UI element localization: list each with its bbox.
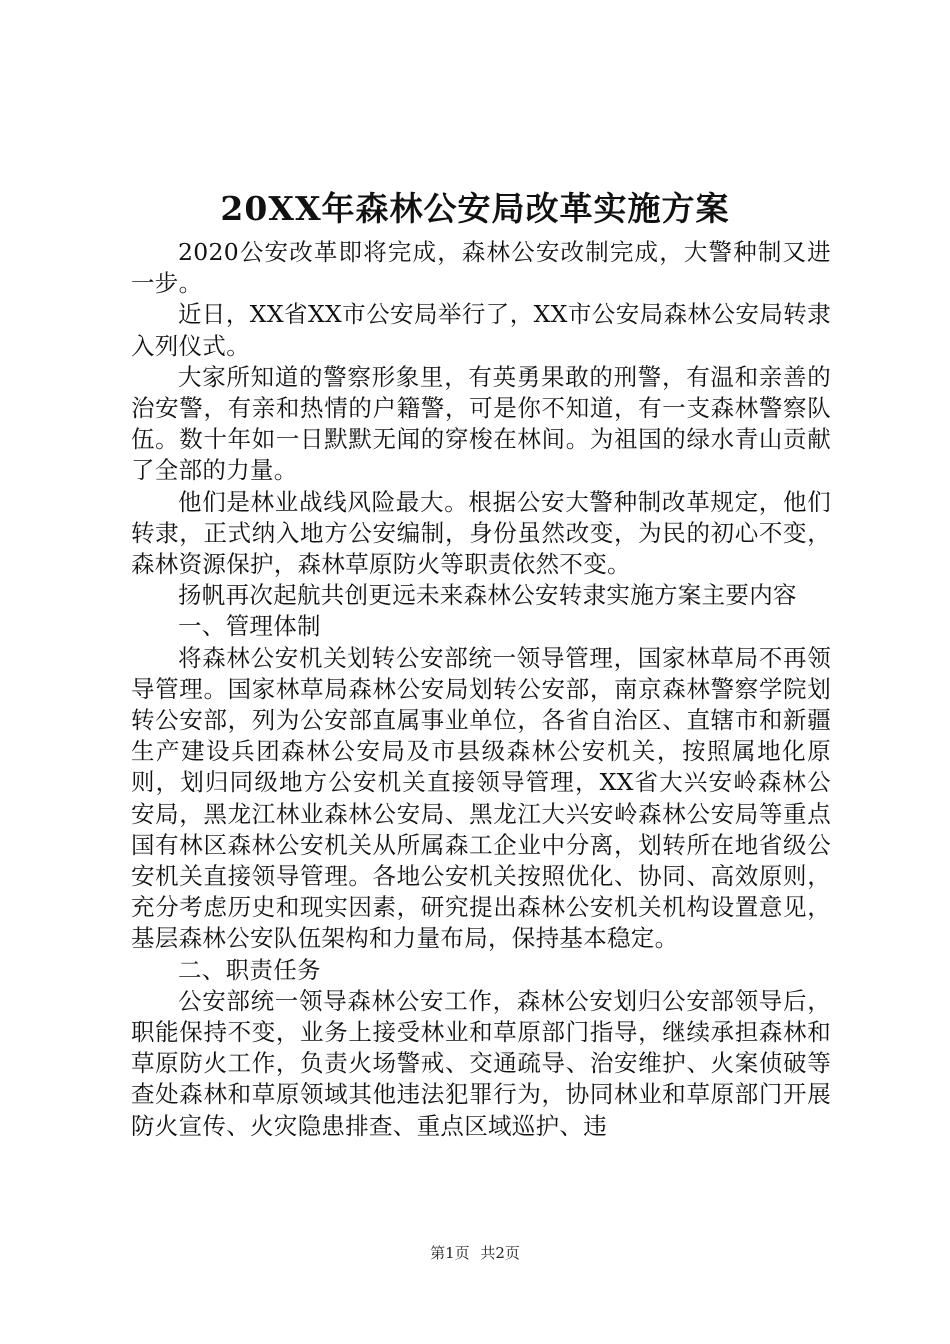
paragraph: 将森林公安机关划转公安部统一领导管理，国家林草局不再领导管理。国家林草局森林公安局划转公安部，南京森林警察学院划转公安部，列为公安部直属事业单位，各省自治区、直辖市和新疆生产建设兵团森林公安局及市县级森林公安机关，按照属地化原则，划归同级地方公安机关直接领导管理，XX省大兴安岭森林公安局，黑龙江林业森林公安局、黑龙江大兴安岭森林公安局等重点国有林区森林公安机关从所属森工企业中分离，划转所在地省级公安机关直接领导管理。各地公安机关按照优化、协同、高效原则，充分考虑历史和现实因素，研究提出森林公安机关机构设置意见，基层森林公安队伍架构和力量布局，保持基本稳定。 (131, 643, 831, 953)
page-total: 共2页 (480, 1244, 520, 1262)
page-footer (0, 1243, 950, 1263)
paragraph: 扬帆再次起航共创更远未来森林公安转隶实施方案主要内容 (178, 581, 797, 610)
section-heading-duties: 二、职责任务 (178, 955, 321, 984)
paragraph: 公安部统一领导森林公安工作，森林公安划归公安部领导后，职能保持不变，业务上接受林业和草原部门指导，继续承担森林和草原防火工作，负责火场警戒、交通疏导、治安维护、火案侦破等查处森林和草原领域其他违法犯罪行为，协同林业和草原部门开展防火宣传、火灾隐患排查、重点区域巡护、违 (131, 986, 831, 1140)
paragraph: 2020公安改革即将完成，森林公安改制完成，大警种制又进一步。 (131, 238, 831, 298)
document-body (131, 237, 831, 1142)
paragraph: 大家所知道的警察形象里，有英勇果敢的刑警，有温和亲善的治安警，有亲和热情的户籍警，可是你不知道，有一支森林警察队伍。数十年如一日默默无闻的穿梭在林间。为祖国的绿水青山贡献了全部的力量。 (131, 362, 831, 485)
section-heading-management: 一、管理体制 (178, 612, 321, 641)
paragraph: 近日，XX省XX市公安局举行了，XX市公安局森林公安局转隶入列仪式。 (131, 300, 831, 360)
paragraph: 他们是林业战线风险最大。根据公安大警种制改革规定，他们转隶，正式纳入地方公安编制，身份虽然改变，为民的初心不变，森林资源保护，森林草原防火等职责依然不变。 (131, 487, 831, 579)
document-title: 20XX年森林公安局改革实施方案 (220, 189, 730, 228)
page-number: 第1页 (430, 1244, 470, 1262)
